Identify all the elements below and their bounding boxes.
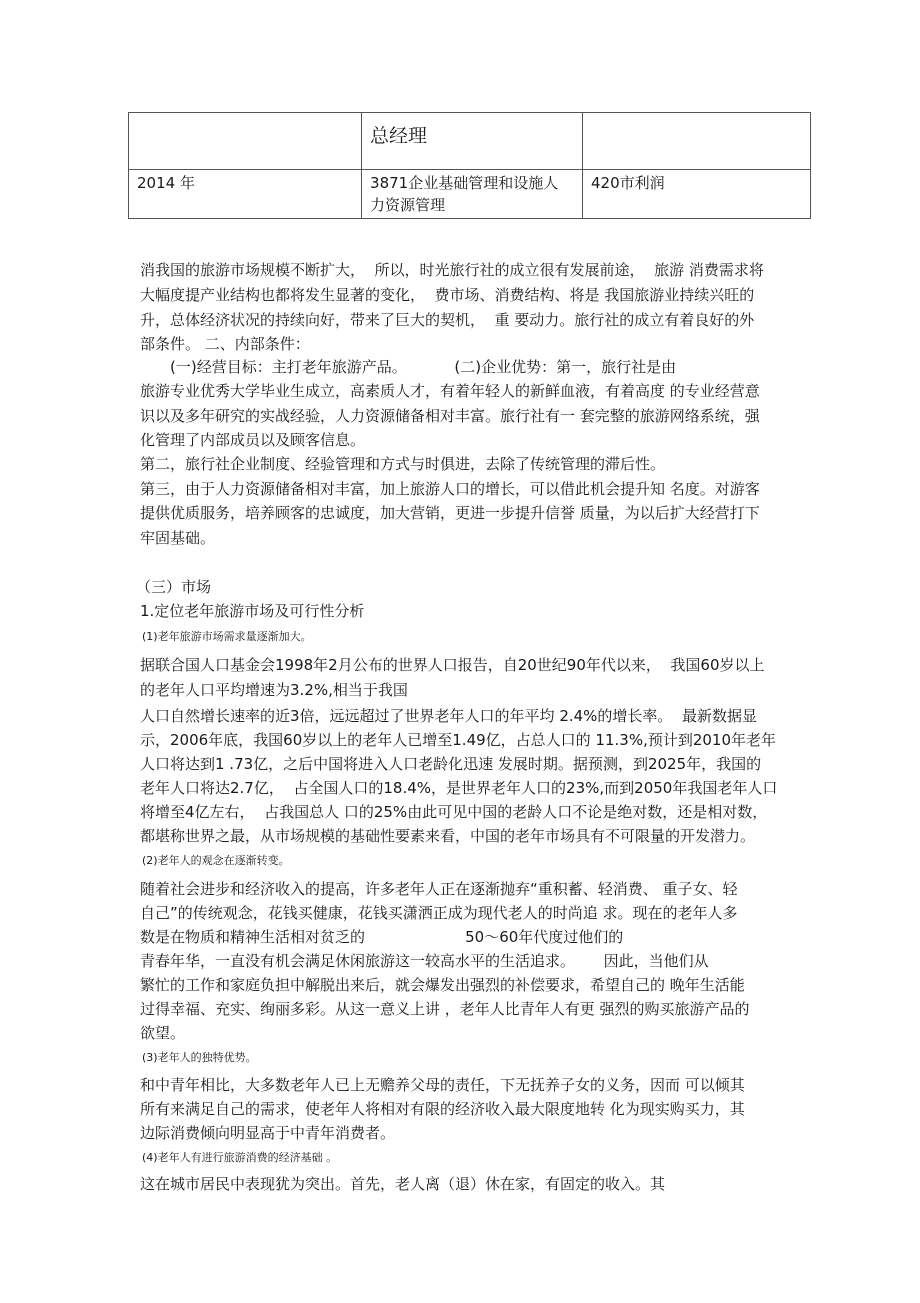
section-heading: 1.定位老年旅游市场及可行性分析 (140, 602, 365, 620)
table-cell (582, 113, 810, 170)
body-line: 所有来满足自己的需求，使老年人将相对有限的经济收入最大限度地转 化为现实购买力，其 (140, 1100, 745, 1118)
table-cell-line: 3871企业基础管理和设施人 (370, 174, 559, 192)
body-line: (一)经营目标：主打老年旅游产品。 (二)企业优势：第一，旅行社是由 (170, 358, 677, 376)
body-line: 都堪称世界之最，从市场规模的基础性要素来看，中国的老年市场具有不可限量的开发潜力。 (140, 827, 756, 845)
body-line: 人口自然增长速率的近3倍，远远超过了世界老年人口的年平均 2.4%的增长率。 最新数据显 (140, 707, 757, 725)
section-heading: （三）市场 (136, 578, 212, 596)
body-line: 和中青年相比，大多数老年人已上无赡养父母的责任，下无抚养子女的义务，因而 可以倾其 (140, 1076, 745, 1094)
body-line: 欲望。 (140, 1024, 186, 1042)
body-line: 第三，由于人力资源储备相对丰富，加上旅游人口的增长，可以借此机会提升知 名度。对游客 (140, 480, 760, 498)
body-line: 人口将达到1 .73亿，之后中国将进入人口老龄化迅速 发展时期。据预测，到2025年，我国的 (140, 755, 762, 773)
table-cell (129, 113, 362, 170)
body-line: 第二，旅行社企业制度、经验管理和方式与时俱进，去除了传统管理的滞后性。 (140, 455, 666, 473)
body-line: 识以及多年研究的实战经验，人力资源储备相对丰富。旅行社有一 套完整的旅游网络系统，强 (140, 407, 760, 425)
body-line: 示，2006年底，我国60岁以上的老年人已增至1.49亿，占总人口的 11.3%,预计到2010年老年 (140, 731, 777, 749)
table-row (129, 170, 811, 219)
table-cell-year: 2014 年 (129, 170, 362, 219)
body-line: 边际消费倾向明显高于中青年消费者。 (140, 1124, 396, 1142)
body-line: 大幅度提产业结构也都将发生显著的变化， 费市场、消费结构、将是 我国旅游业持续兴旺的 (140, 286, 755, 304)
table-cell-title: 总经理 (362, 113, 583, 170)
body-line: 自己”的传统观念，花钱买健康，花钱买潇洒正成为现代老人的时尚追 求。现在的老年人多 (140, 904, 738, 922)
body-line: 消我国的旅游市场规模不断扩大， 所以，时光旅行社的成立很有发展前途， 旅游 消费需求将 (140, 261, 764, 279)
subsection-heading: (3)老年人的独特优势。 (142, 1051, 257, 1064)
body-line: 将增至4亿左右， 占我国总人 口的25%由此可见中国的老龄人口不论是绝对数，还是相对数， (140, 803, 768, 821)
table-cell-category (362, 170, 583, 219)
body-line: 部条件。 二、内部条件： (140, 335, 310, 353)
subsection-heading: (2)老年人的观念在逐渐转变。 (142, 854, 290, 867)
body-line: 这在城市居民中表现犹为突出。首先，老人离（退）休在家，有固定的收入。其 (140, 1175, 666, 1193)
body-line: 牢固基础。 (140, 529, 216, 547)
body-line: 据联合国人口基金会1998年2月公布的世界人口报告，自20世纪90年代以来， 我国60岁以上 (140, 656, 765, 674)
body-line: 数是在物质和精神生活相对贫乏的 50～60年代度过他们的 (140, 928, 624, 946)
table-row (129, 113, 811, 170)
body-line: 旅游专业优秀大学毕业生成立，高素质人才，有着年轻人的新鲜血液，有着高度 的专业经营意 (140, 382, 760, 400)
body-line: 随着社会进步和经济收入的提高，许多老年人正在逐渐抛弃“重积蓄、轻消费、 重子女、轻 (140, 880, 738, 898)
body-line: 升，总体经济状况的持续向好，带来了巨大的契机， 重 要动力。旅行社的成立有着良好的外 (140, 311, 755, 329)
table-cell-value: 420市利润 (582, 170, 810, 219)
body-line: 老年人口将达2.7亿， 占全国人口的18.4%，是世界老年人口的23%,而到2050年我国老年人口 (140, 779, 778, 797)
body-line: 化管理了内部成员以及顾客信息。 (140, 431, 366, 449)
body-line: 繁忙的工作和家庭负担中解脱出来后，就会爆发出强烈的补偿要求，希望自己的 晚年生活能 (140, 976, 745, 994)
info-table (128, 112, 811, 219)
subsection-heading: (4)老年人有进行旅游消费的经济基础 。 (142, 1151, 338, 1164)
body-line: 过得幸福、充实、绚丽多彩。从这一意义上讲 ，老年人比青年人有更 强烈的购买旅游产品的 (140, 1000, 750, 1018)
body-line: 提供优质服务，培养顾客的忠诚度，加大营销，更进一步提升信誉 质量，为以后扩大经营打下 (140, 504, 760, 522)
body-line: 的老年人口平均增速为3.2%,相当于我国 (140, 681, 408, 699)
body-line: 青春年华，一直没有机会满足休闲旅游这一较高水平的生活追求。 因此，当他们从 (140, 952, 709, 970)
subsection-heading: (1)老年旅游市场需求量逐渐加大。 (142, 630, 312, 643)
table-cell-line: 力资源管理 (370, 196, 446, 214)
